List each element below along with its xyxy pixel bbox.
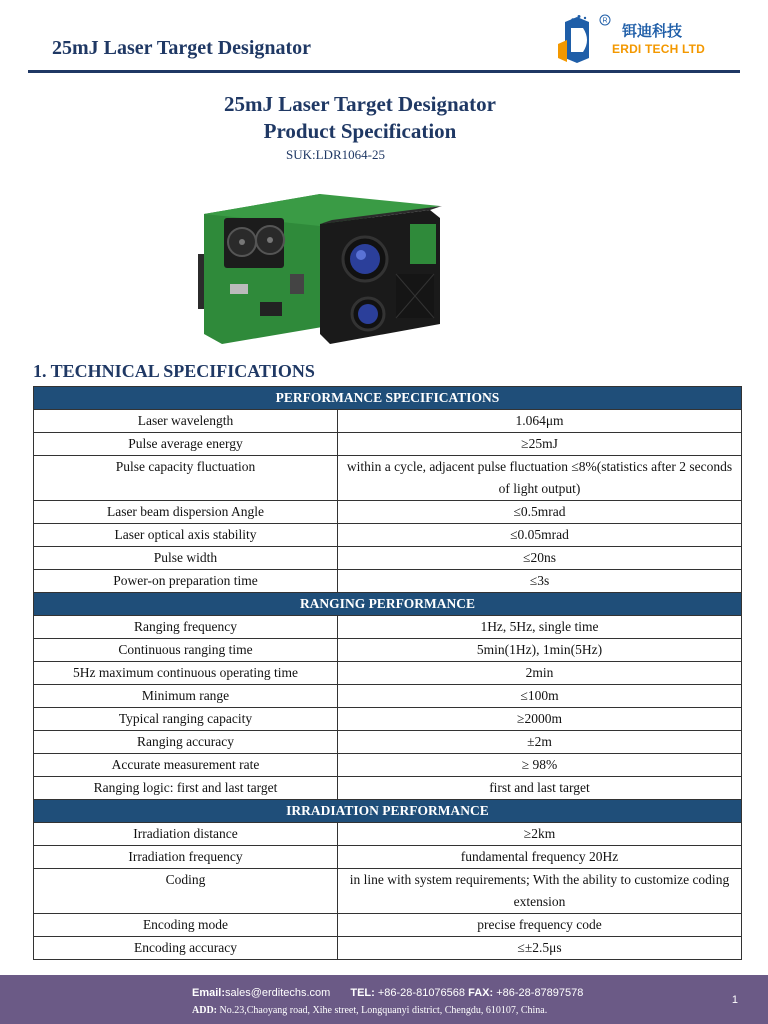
spec-label: Minimum range: [34, 685, 338, 708]
section-title-ranging: RANGING PERFORMANCE: [34, 593, 742, 616]
footer-fax: +86-28-87897578: [496, 987, 584, 999]
spec-value: ≥ 98%: [338, 754, 742, 777]
table-row: [34, 869, 742, 914]
spec-label: Ranging logic: first and last target: [34, 777, 338, 800]
table-row: [34, 410, 742, 433]
sku-label: SUK:LDR1064-25: [286, 147, 385, 162]
spec-value: ≤20ns: [338, 547, 742, 570]
footer-address: No.23,Chaoyang road, Xihe street, Longquanyi district, Chengdu, 610107, China.: [219, 1005, 548, 1016]
spec-value: precise frequency code: [338, 914, 742, 937]
spec-value: ≥25mJ: [338, 433, 742, 456]
spec-label: Laser optical axis stability: [34, 524, 338, 547]
table-row: [34, 616, 742, 639]
table-section-header: [34, 387, 742, 410]
page-header: [0, 0, 768, 76]
spec-value: ≤0.5mrad: [338, 501, 742, 524]
spec-label: Accurate measurement rate: [34, 754, 338, 777]
table-row: [34, 570, 742, 593]
logo-english-text: ERDI TECH LTD: [612, 42, 706, 56]
table-row: [34, 708, 742, 731]
section-title-irradiation: IRRADIATION PERFORMANCE: [34, 800, 742, 823]
spec-value: ≤0.05mrad: [338, 524, 742, 547]
table-row: [34, 914, 742, 937]
tel-label: TEL:: [350, 987, 375, 999]
spec-value: 2min: [338, 662, 742, 685]
spec-label: Laser wavelength: [34, 410, 338, 433]
table-row: [34, 823, 742, 846]
spec-value: 5min(1Hz), 1min(5Hz): [338, 639, 742, 662]
footer-contact-line: [192, 987, 583, 999]
table-row: [34, 777, 742, 800]
logo-chinese-text: 铒迪科技: [622, 22, 683, 40]
spec-value: fundamental frequency 20Hz: [338, 846, 742, 869]
table-row: [34, 937, 742, 960]
spec-value: ≥2km: [338, 823, 742, 846]
section-title-performance: PERFORMANCE SPECIFICATIONS: [34, 387, 742, 410]
spec-label: Ranging frequency: [34, 616, 338, 639]
spec-label: Irradiation distance: [34, 823, 338, 846]
table-row: [34, 524, 742, 547]
footer-email: sales@erditechs.com: [225, 987, 331, 999]
specifications-table: [33, 386, 742, 960]
email-label: Email:: [192, 987, 226, 999]
table-row: [34, 754, 742, 777]
table-row: [34, 731, 742, 754]
spec-label: Coding: [34, 869, 338, 914]
footer-tel: +86-28-81076568: [377, 987, 466, 999]
spec-label: Power-on preparation time: [34, 570, 338, 593]
spec-value: ≥2000m: [338, 708, 742, 731]
table-row: [34, 662, 742, 685]
spec-label: Pulse capacity fluctuation: [34, 456, 338, 501]
table-row: [34, 501, 742, 524]
spec-label: Encoding mode: [34, 914, 338, 937]
fax-label: FAX:: [468, 987, 494, 999]
spec-value: 1Hz, 5Hz, single time: [338, 616, 742, 639]
spec-label: Pulse average energy: [34, 433, 338, 456]
spec-value: first and last target: [338, 777, 742, 800]
spec-label: Typical ranging capacity: [34, 708, 338, 731]
spec-value: ≤100m: [338, 685, 742, 708]
table-section-header: [34, 800, 742, 823]
table-row: [34, 456, 742, 501]
spec-label: Irradiation frequency: [34, 846, 338, 869]
address-label: ADD:: [192, 1005, 217, 1016]
header-title: 25mJ Laser Target Designator: [52, 37, 312, 59]
product-image: [190, 184, 450, 354]
page-footer: [0, 975, 768, 1024]
document-title: 25mJ Laser Target Designator: [223, 92, 496, 116]
section-heading: 1. TECHNICAL SPECIFICATIONS: [33, 361, 315, 381]
spec-value: ±2m: [338, 731, 742, 754]
svg-text:R: R: [602, 17, 608, 25]
spec-value: 1.064μm: [338, 410, 742, 433]
spec-label: Ranging accuracy: [34, 731, 338, 754]
header-divider: [28, 70, 740, 73]
spec-label: Pulse width: [34, 547, 338, 570]
spec-value: in line with system requirements; With the ability to customize coding extension: [338, 869, 742, 914]
spec-label: Laser beam dispersion Angle: [34, 501, 338, 524]
table-section-header: [34, 593, 742, 616]
page-number: 1: [731, 994, 738, 1006]
spec-value: ≤±2.5μs: [338, 937, 742, 960]
table-row: [34, 846, 742, 869]
spec-value: ≤3s: [338, 570, 742, 593]
table-row: [34, 547, 742, 570]
spec-label: Continuous ranging time: [34, 639, 338, 662]
spec-value: within a cycle, adjacent pulse fluctuation ≤8%(statistics after 2 seconds of light output): [338, 456, 742, 501]
spec-label: Encoding accuracy: [34, 937, 338, 960]
table-row: [34, 685, 742, 708]
document-subtitle: Product Specification: [263, 119, 457, 143]
table-row: [34, 639, 742, 662]
table-row: [34, 433, 742, 456]
footer-address-line: [192, 1005, 547, 1016]
spec-label: 5Hz maximum continuous operating time: [34, 662, 338, 685]
